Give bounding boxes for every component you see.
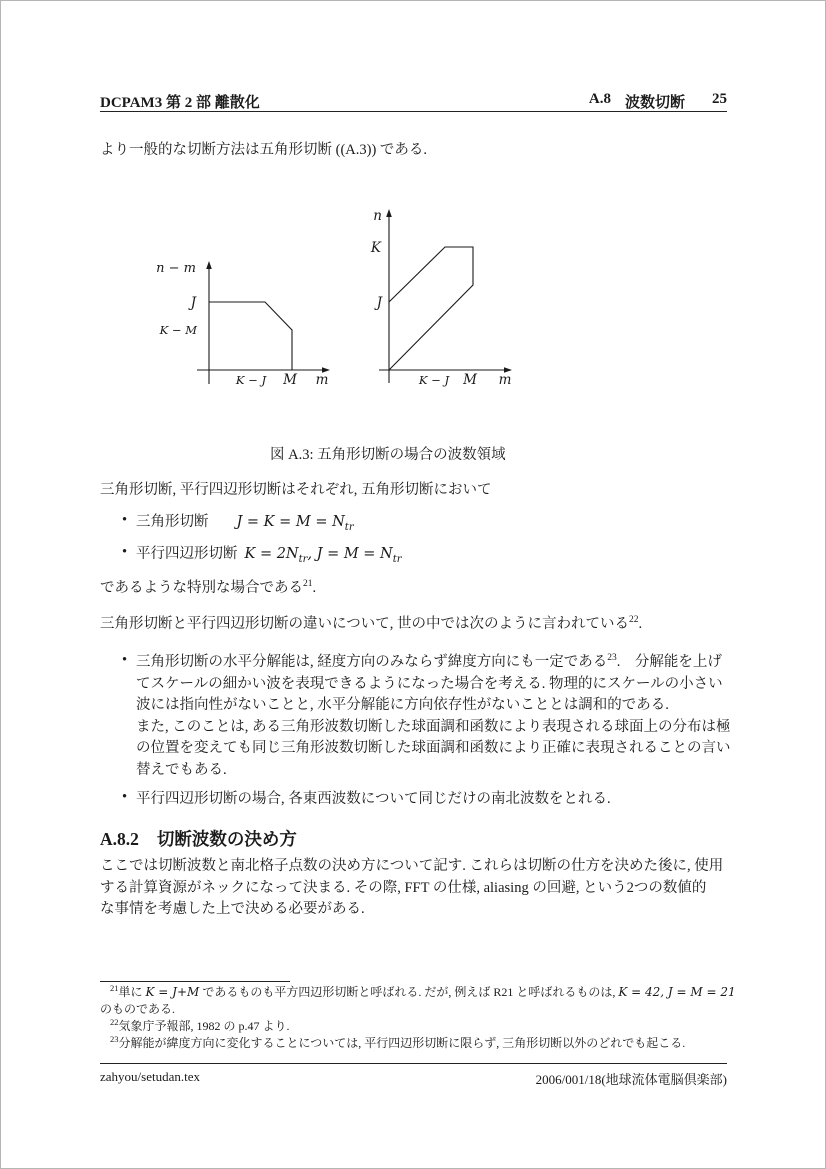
footer-left-path: zahyou/setudan.tex <box>100 1069 200 1084</box>
footnotes <box>100 984 736 1052</box>
left-pentagon-boundary <box>209 302 292 370</box>
text-line: 波には指向性がないことと, 水平分解能に方向依存性がないこととは調和的である. <box>136 697 669 714</box>
left-x-axis-label: m <box>315 372 329 388</box>
header-section-number: A.8 <box>588 91 611 107</box>
text-line: 三角形切断の水平分解能は, 経度方向のみならず緯度方向にも一定である$^{23}$. 分解能を上げ <box>136 653 722 670</box>
header-rule <box>100 111 727 112</box>
list-item-triangular <box>136 511 354 539</box>
intro-paragraph: より一般的な切断方法は五角形切断 ((A.3)) である. <box>100 142 428 158</box>
text-line: また, このことは, ある三角形波数切断した球面調和函数により表現される球面上の分布は極 <box>136 718 731 735</box>
footnote-21-continuation: のものである. <box>100 1002 176 1016</box>
header-page-number: 25 <box>712 91 727 107</box>
left-tick-K-minus-M: K − M <box>159 323 197 337</box>
footnote-21: $^{21}$単に K = J+M であるものも平方四辺形切断と呼ばれる. だが, 例えば R21 と呼ばれるものは, K = 42, J = M = 21 <box>110 983 736 999</box>
right-tick-J: J <box>376 295 382 311</box>
figure-pentagonal-truncation <box>140 195 535 400</box>
section-heading <box>100 826 297 851</box>
footnote-22: $^{22}$気象庁予報部, 1982 の p.47 より. <box>110 1017 290 1033</box>
footnote-ref-23: 23 <box>607 653 617 664</box>
text-line: する計算資源がネックになって決まる. その際, FFT の仕様, aliasing の回避, という2つの数値的 <box>100 879 707 896</box>
section-title: 切断波数の決め方 <box>156 829 297 849</box>
list-item-label: 平行四辺形切断 <box>136 546 238 562</box>
text-line: てスケールの細かい波を表現できるようになった場合を考える. 物理的にスケールの小さい <box>136 675 723 692</box>
right-tick-K: K <box>370 240 381 256</box>
text-line: 替えでもある. <box>136 761 227 778</box>
footer-rule <box>100 1063 727 1064</box>
footnote-rule <box>100 981 290 982</box>
right-x-axis-label: m <box>498 372 512 388</box>
left-tick-J: J <box>190 295 196 311</box>
figure-caption: 図 A.3: 五角形切断の場合の波数領域 <box>270 447 506 463</box>
right-pentagon-boundary <box>389 247 473 370</box>
parallelogram-equation: $K = 2N_{tr}$, $J = M = N_{tr}$ <box>244 546 402 565</box>
header-left-title: DCPAM3 第 2 部 離散化 <box>100 95 260 111</box>
difference-paragraph: 三角形切断と平行四辺形切断の違いについて, 世の中では次のように言われている$^{22}$. <box>100 615 643 632</box>
right-diagram-axes <box>379 215 506 383</box>
footnote-marker: 23 <box>110 1034 119 1044</box>
left-y-axis-label: n − m <box>156 261 196 276</box>
text-line: ここでは切断波数と南北格子点数の決め方について記す. これらは切断の仕方を決めた後に, 使用 <box>100 858 724 874</box>
discussion-item-parallelogram: 平行四辺形切断の場合, 各東西波数について同じだけの南北波数をとれる. <box>136 791 611 807</box>
section-paragraph <box>100 856 723 921</box>
text-line: の位置を変えても同じ三角形波数切断した球面調和函数により正確に表現されることの言い <box>136 740 731 757</box>
footnote-ref-21: 21 <box>303 579 313 590</box>
header-section-title: 波数切断 <box>624 95 685 111</box>
right-tick-M: M <box>463 372 477 388</box>
footer-right-credit: 2006/001/18(地球流体電脳倶楽部) <box>535 1072 727 1087</box>
bullet-icon: • <box>122 512 128 528</box>
truncation-intro-paragraph: 三角形切断, 平行四辺形切断はそれぞれ, 五角形切断において <box>100 482 492 498</box>
footnote-ref-22: 22 <box>628 615 639 626</box>
left-tick-K-minus-J: K − J <box>235 373 267 387</box>
footnote-23: $^{23}$分解能が緯度方向に変化することについては, 平行四辺形切断に限らず, 三角形切断以外のどれでも起こる. <box>110 1034 686 1050</box>
triangular-equation: $J = K = M = N_{tr}$ <box>236 514 354 533</box>
section-number: A.8.2 <box>100 829 139 849</box>
right-y-axis-arrow-icon <box>386 209 392 217</box>
special-case-paragraph: であるような特別な場合である$^{21}$. <box>100 579 317 596</box>
footnote-marker: 21 <box>110 983 119 993</box>
right-y-axis-label: n <box>373 208 382 224</box>
discussion-item-triangular <box>136 652 731 782</box>
footnote-marker: 22 <box>110 1017 119 1027</box>
header-right <box>589 91 727 112</box>
bullet-icon: • <box>122 544 128 560</box>
left-tick-M: M <box>283 372 297 388</box>
text-line: な事情を考慮した上で決める必要がある. <box>100 901 365 918</box>
left-y-axis-arrow-icon <box>206 261 212 269</box>
list-item-parallelogram <box>136 543 402 571</box>
bullet-icon: • <box>122 652 128 668</box>
left-diagram-axes <box>197 267 324 384</box>
bullet-icon: • <box>122 789 128 805</box>
right-tick-K-minus-J: K − J <box>418 373 450 387</box>
list-item-label: 三角形切断 <box>136 514 209 530</box>
